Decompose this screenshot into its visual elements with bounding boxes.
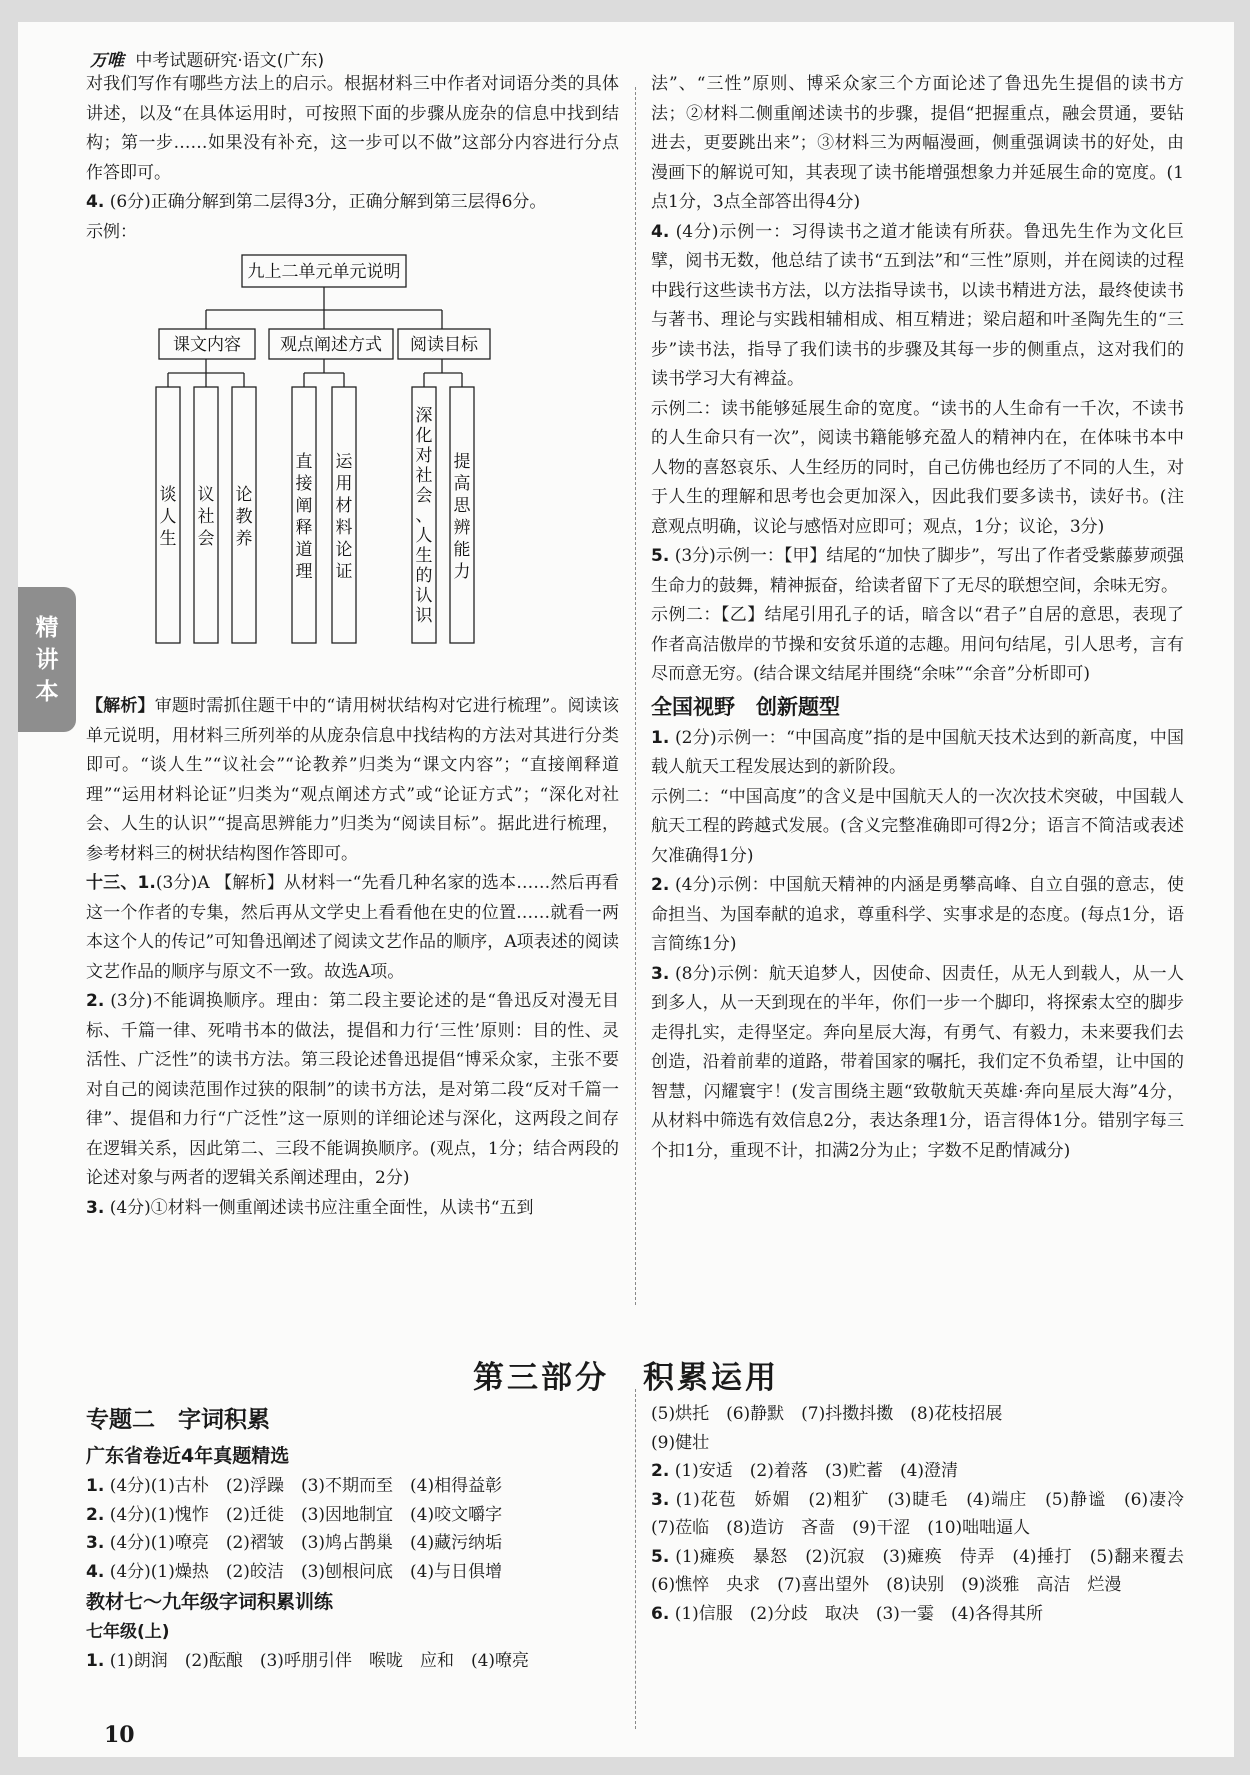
tree-leaf-char: 力 bbox=[453, 562, 471, 582]
column-divider-bottom bbox=[635, 1389, 636, 1729]
vocab-item: 5. (1)瘫痪 暴怒 (2)沉寂 (3)瘫痪 侍弄 (4)捶打 (5)翻来覆去 (6)憔悴 央求 (7)喜出望外 (8)诀别 (9)淡雅 高洁 烂漫 bbox=[651, 1546, 1202, 1595]
tree-leaf-char: 用 bbox=[335, 474, 353, 494]
tree-svg bbox=[86, 247, 619, 692]
tree-leaf-char: 、 bbox=[415, 506, 433, 526]
tree-leaf-char: 证 bbox=[335, 562, 353, 582]
tree-leaf-char: 论 bbox=[235, 485, 253, 505]
brand-logo: 万唯 bbox=[90, 51, 124, 71]
tree-leaf-char: 社 bbox=[197, 507, 215, 527]
tree-leaf-char: 生 bbox=[415, 546, 433, 566]
column-divider bbox=[635, 87, 636, 1305]
tree-leaf-char: 深 bbox=[415, 406, 433, 426]
gd-item: 3. (4分)(1)嘹亮 (2)褶皱 (3)鸠占鹊巢 (4)藏污纳垢 bbox=[86, 1533, 503, 1553]
q5-item: 5. (3分)示例一：【甲】结尾的“加快了脚步”，写出了作者受紫藤萝顽强生命力的鼓舞，精神振奋，给读者留下了无尽的联想空间，余味无穷。 bbox=[651, 546, 1184, 596]
tree-leaf-char: 接 bbox=[295, 474, 313, 494]
tree-leaf-char: 阐 bbox=[295, 496, 313, 516]
tree-leaf-char: 理 bbox=[295, 562, 313, 582]
n2-item: 2. (4分)示例：中国航天精神的内涵是勇攀高峰、自立自强的意志，使命担当、为国奉献的追求，尊重科学、实事求是的态度。(每点1分，语言简练1分) bbox=[651, 875, 1184, 954]
tree-leaf-char: 认 bbox=[415, 586, 433, 606]
tree-leaf-char: 直 bbox=[295, 452, 313, 472]
tree-leaf-char: 辨 bbox=[453, 518, 471, 538]
tree-leaf-char: 料 bbox=[335, 518, 353, 538]
right-column bbox=[651, 70, 1184, 1166]
tree-branch-label: 课文内容 bbox=[173, 335, 241, 355]
tree-leaf-char: 会 bbox=[197, 529, 215, 549]
page-number: 10 bbox=[104, 1722, 135, 1748]
tree-leaf-char: 化 bbox=[415, 426, 433, 446]
tree-leaf-char: 议 bbox=[197, 485, 215, 505]
q4-item: 4. (6分)正确分解到第二层得3分，正确分解到第三层得6分。 bbox=[86, 192, 547, 212]
book-title: 中考试题研究·语文(广东) bbox=[135, 51, 325, 71]
tree-branch-label: 观点阐述方式 bbox=[280, 335, 382, 355]
continuation-line: (9)健壮 bbox=[651, 1432, 710, 1453]
tree-leaf-char: 人 bbox=[159, 507, 177, 527]
tree-diagram bbox=[86, 247, 619, 692]
tree-leaf-char: 材 bbox=[335, 496, 353, 516]
example-label: 示例： bbox=[86, 221, 137, 242]
bottom-right-column bbox=[651, 1400, 1202, 1628]
grade-label: 七年级(上) bbox=[86, 1622, 170, 1642]
tree-leaf-char: 人 bbox=[415, 526, 433, 546]
side-tab: 精 讲 本 bbox=[18, 587, 76, 732]
tree-leaf-char: 对 bbox=[415, 446, 433, 466]
q5-example-2: 示例二：【乙】结尾引用孔子的话，暗含以“君子”自居的意思，表现了作者高洁傲岸的节操和安贫乐道的志趣。用问句结尾，引人思考，言有尽而意无穷。(结合课文结尾并围绕“余味”“余音”分析即可) bbox=[651, 605, 1184, 684]
page bbox=[18, 22, 1234, 1757]
left-column bbox=[86, 70, 619, 1223]
gd-item: 4. (4分)(1)燥热 (2)皎洁 (3)刨根问底 (4)与日俱增 bbox=[86, 1561, 503, 1582]
tree-leaf-char: 识 bbox=[415, 606, 433, 626]
tree-leaf-char: 能 bbox=[453, 540, 471, 560]
guangdong-title: 广东省卷近4年真题精选 bbox=[86, 1445, 290, 1467]
n1-item: 1. (2分)示例一：“中国高度”指的是中国航天技术达到的新高度，中国载人航天工程发展达到的新阶段。 bbox=[651, 727, 1185, 777]
tree-leaf-char: 的 bbox=[415, 566, 433, 586]
q13-2-item: 2. (3分)不能调换顺序。理由：第二段主要论述的是“鲁迅反对漫无目标、千篇一律、死啃书本的做法，提倡和力行‘三性’原则：目的性、灵活性、广泛性”的读书方法。第三段论述鲁迅提倡“博采众家，主张不要对自己的阅读范围作过狭的限制”的读书方法，是对第二段“反对千篇一律”、提倡和力行“广泛性”这一原则的详细论述与深化，这两段之间存在逻辑关系，因此第二、三段不能调换顺序。(观点，1分；结合两段的论述对象与两者的逻辑关系阐述理由，2分) bbox=[86, 991, 619, 1188]
q4-example-2: 示例二：读书能够延展生命的宽度。“读书的人生命有一千次，不读书的人生命只有一次”，阅读书籍能够充盈人的精神内在，在体味书本中人物的喜怒哀乐、人生经历的同时，自己仿佛也经历了不同的人生，对于人生的理解和思考也会更加深入，因此我们要多读书，读好书。(注意观点明确，议论与感悟对应即可；观点，1分；议论，3分) bbox=[651, 398, 1184, 537]
tree-leaf-char: 道 bbox=[295, 540, 313, 560]
topic-title: 专题二 字词积累 bbox=[86, 1407, 270, 1433]
tree-leaf-char: 论 bbox=[335, 540, 353, 560]
page-header bbox=[90, 46, 324, 71]
tree-leaf-char: 教 bbox=[235, 507, 253, 527]
gd-item: 2. (4分)(1)愧怍 (2)迁徙 (3)因地制宜 (4)咬文嚼字 bbox=[86, 1504, 503, 1525]
tree-leaf-char: 运 bbox=[335, 452, 353, 472]
tree-leaf-char: 提 bbox=[453, 452, 471, 472]
n1-example-2: 示例二：“中国高度”的含义是中国航天人的一次次技术突破，中国载人航天工程的跨越式发展。(含义完整准确即可得2分；语言不简洁或表述欠准确得1分) bbox=[651, 786, 1184, 866]
q13-1-item: 十三、1.(3分)A 【解析】从材料一“先看几种名家的选本……然后再看这一个作者的专集，然后再从文学史上看看他在史的位置……就看一两本这个人的传记”可知鲁迅阐述了阅读文艺作品的顺序，A项表述的阅读文艺作品的顺序与原文不一致。故选A项。 bbox=[86, 873, 619, 982]
vocab-item: 6. (1)信服 (2)分歧 取决 (3)一霎 (4)各得其所 bbox=[651, 1603, 1044, 1624]
tree-branch-label: 阅读目标 bbox=[410, 335, 478, 355]
q3-continuation: 法”、“三性”原则、博采众家三个方面论述了鲁迅先生提倡的读书方法；②材料二侧重阐述读书的步骤，提倡“把握重点，融会贯通，要钻进去，更要跳出来”；③材料三为两幅漫画，侧重强调读书的好处，由漫画下的解说可知，其表现了读书能增强想象力并延展生命的宽度。(1点1分，3点全部答出得4分) bbox=[651, 74, 1184, 212]
tree-leaf-char: 谈 bbox=[159, 485, 177, 505]
n3-item: 3. (8分)示例：航天追梦人，因使命、因责任，从无人到载人，从一人到多人，从一天到现在的半年，你们一步一个脚印，将探索太空的脚步走得扎实，走得坚定。奔向星辰大海，有勇气、有毅力，未来要我们去创造，沿着前辈的道路，带着国家的嘱托，我们定不负希望，让中国的智慧，闪耀寰宇！(发言围绕主题“致敬航天英雄·奔向星辰大海”4分，从材料中筛选有效信息2分，表达条理1分，语言得体1分。错别字每三个扣1分，重现不计，扣满2分为止；字数不足酌情减分) bbox=[651, 963, 1184, 1161]
gd-item: 1. (4分)(1)古朴 (2)浮躁 (3)不期而至 (4)相得益彰 bbox=[86, 1476, 503, 1496]
intro-text: 对我们写作有哪些方法上的启示。根据材料三中作者对词语分类的具体讲述，以及“在具体运用时，可按照下面的步骤从庞杂的信息中找到结构；第一步……如果没有补充，这一步可以不做”这部分内容进行分点作答即可。 bbox=[86, 74, 619, 183]
q13-3-item: 3. (4分)①材料一侧重阐述读书应注重全面性，从读书“五到 bbox=[86, 1197, 534, 1218]
tree-leaf-char: 高 bbox=[453, 474, 471, 494]
g1-item: 1. (1)朗润 (2)酝酿 (3)呼朋引伴 喉咙 应和 (4)嘹亮 bbox=[86, 1650, 530, 1671]
analysis-text: 【解析】审题时需抓住题干中的“请用树状结构对它进行梳理”。阅读该单元说明，用材料三所列举的从庞杂信息中找结构的方法对其进行分类即可。“谈人生”“议社会”“论教养”归类为“课文内容”；“直接阐释道理”“运用材料论证”归类为“观点阐述方式”或“论证方式”；“深化对社会、人生的认识”“提高思辨能力”归类为“阅读目标”。据此进行梳理，参考材料三的树状结构图作答即可。 bbox=[86, 696, 620, 864]
vocab-item: 3. (1)花苞 娇媚 (2)粗犷 (3)睫毛 (4)端庄 (5)静谧 (6)凄冷 (7)莅临 (8)造访 吝啬 (9)干涩 (10)咄咄逼人 bbox=[651, 1489, 1201, 1538]
tree-leaf-char: 生 bbox=[159, 529, 177, 549]
tree-leaf-char: 会 bbox=[415, 486, 433, 506]
vocab-item: 2. (1)安适 (2)着落 (3)贮蓄 (4)澄清 bbox=[651, 1461, 959, 1481]
bottom-left-column bbox=[86, 1400, 619, 1675]
tree-leaf-char: 养 bbox=[235, 529, 253, 549]
national-section-title: 全国视野 创新题型 bbox=[651, 694, 840, 719]
tree-leaf-char: 思 bbox=[453, 496, 471, 516]
tree-root-label: 九上二单元单元说明 bbox=[247, 262, 401, 282]
continuation-line: (5)烘托 (6)静默 (7)抖擞抖擞 (8)花枝招展 bbox=[651, 1404, 1003, 1424]
tree-leaf-char: 释 bbox=[295, 518, 313, 538]
part3-title: 第三部分 积累运用 bbox=[473, 1360, 779, 1396]
q4-item: 4. (4分)示例一：习得读书之道才能读有所获。鲁迅先生作为文化巨擘，阅书无数，他总结了读书“五到法”和“三性”原则，并在阅读的过程中践行这些读书方法，以方法指导读书，以读书精进方法，最终使读书与著书、理论与实践相辅相成、相互精进；梁启超和叶圣陶先生的“三步”读书法，指导了我们读书的步骤及其每一步的侧重点，这对我们的读书学习大有裨益。 bbox=[651, 221, 1184, 389]
tree-leaf-char: 社 bbox=[415, 466, 433, 486]
textbook-title: 教材七～九年级字词积累训练 bbox=[86, 1591, 334, 1613]
